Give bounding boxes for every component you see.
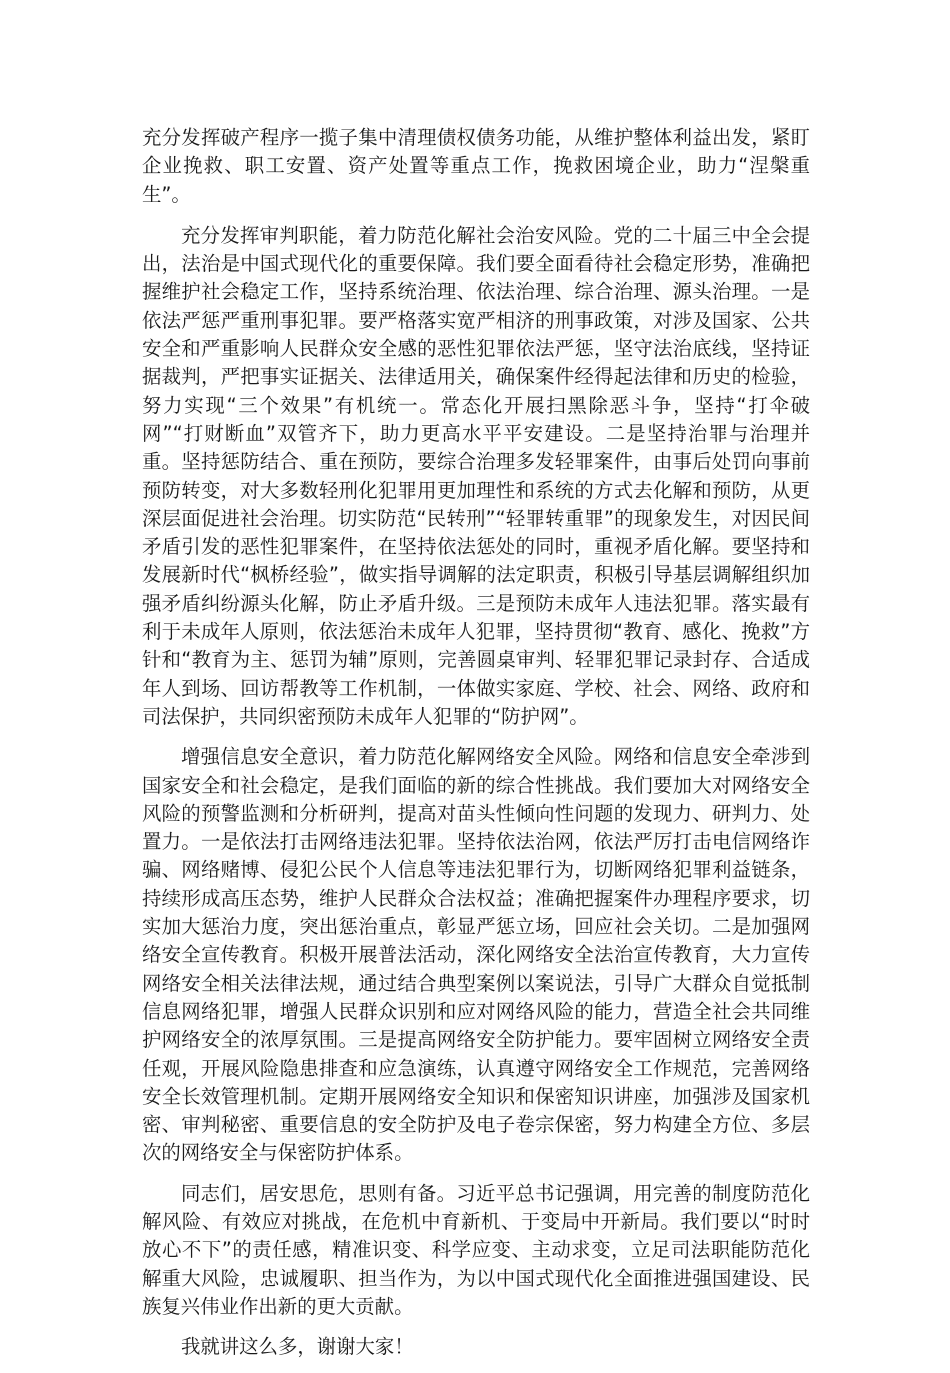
document-body [142,124,810,1373]
paragraph-network-security-risk: 增强信息安全意识，着力防范化解网络安全风险。网络和信息安全牵涉到国家安全和社会稳定，是我们面临的新的综合性挑战。我们要加大对网络安全风险的预警监测和分析研判，提高对苗头性倾向性问题的发现力、研判力、处置力。一是依法打击网络违法犯罪。坚持依法治网，依法严厉打击电信网络诈骗、网络赌博、侵犯公民个人信息等违法犯罪行为，切断网络犯罪利益链条，持续形成高压态势，维护人民群众合法权益；准确把握案件办理程序要求，切实加大惩治力度，突出惩治重点，彰显严惩立场，回应社会关切。二是加强网络安全宣传教育。积极开展普法活动，深化网络安全法治宣传教育，大力宣传网络安全相关法律法规，通过结合典型案例以案说法，引导广大群众自觉抵制信息网络犯罪，增强人民群众识别和应对网络风险的能力，营造全社会共同维护网络安全的浓厚氛围。三是提高网络安全防护能力。要牢固树立网络安全责任观，开展风险隐患排查和应急演练，认真遵守网络安全工作规范，完善网络安全长效管理机制。定期开展网络安全知识和保密知识讲座，加强涉及国家机密、审判秘密、重要信息的安全防护及电子卷宗保密，努力构建全方位、多层次的网络安全与保密防护体系。 [142,745,810,1165]
paragraph-bankruptcy-continuation: 充分发挥破产程序一揽子集中清理债权债务功能，从维护整体利益出发，紧盯企业挽救、职工安置、资产处置等重点工作，挽救困境企业，助力“涅槃重生”。 [142,126,810,206]
paragraph-conclusion: 同志们，居安思危，思则有备。习近平总书记强调，用完善的制度防范化解风险、有效应对挑战，在危机中育新机、于变局中开新局。我们要以“时时放心不下”的责任感，精准识变、科学应变、主动求变，立足司法职能防范化解重大风险，忠诚履职、担当作为，为以中国式现代化全面推进强国建设、民族复兴伟业作出新的更大贡献。 [142,1181,810,1318]
paragraph-closing-remark: 我就讲这么多，谢谢大家！ [181,1335,414,1359]
paragraph-public-security-risk: 充分发挥审判职能，着力防范化解社会治安风险。党的二十届三中全会提出，法治是中国式现代化的重要保障。我们要全面看待社会稳定形势，准确把握维护社会稳定工作，坚持系统治理、依法治理、综合治理、源头治理。一是依法严惩严重刑事犯罪。要严格落实宽严相济的刑事政策，对涉及国家、公共安全和严重影响人民群众安全感的恶性犯罪依法严惩，坚守法治底线，坚持证据裁判，严把事实证据关、法律适用关，确保案件经得起法律和历史的检验，努力实现“三个效果”有机统一。常态化开展扫黑除恶斗争，坚持“打伞破网”“打财断血”双管齐下，助力更高水平平安建设。二是坚持治罪与治理并重。坚持惩防结合、重在预防，要综合治理多发轻罪案件，由事后处罚向事前预防转变，对大多数轻刑化犯罪用更加理性和系统的方式去化解和预防，从更深层面促进社会治理。切实防范“民转刑”“轻罪转重罪”的现象发生，对因民间矛盾引发的恶性犯罪案件，在坚持依法惩处的同时，重视矛盾化解。要坚持和发展新时代“枫桥经验”，做实指导调解的法定职责，积极引导基层调解组织加强矛盾纠纷源头化解，防止矛盾升级。三是预防未成年人违法犯罪。落实最有利于未成年人原则，依法惩治未成年人犯罪，坚持贯彻“教育、感化、挽救”方针和“教育为主、惩罚为辅”原则，完善圆桌审判、轻罪犯罪记录封存、合适成年人到场、回访帮教等工作机制，一体做实家庭、学校、社会、网络、政府和司法保护，共同织密预防未成年人犯罪的“防护网”。 [142,223,810,728]
